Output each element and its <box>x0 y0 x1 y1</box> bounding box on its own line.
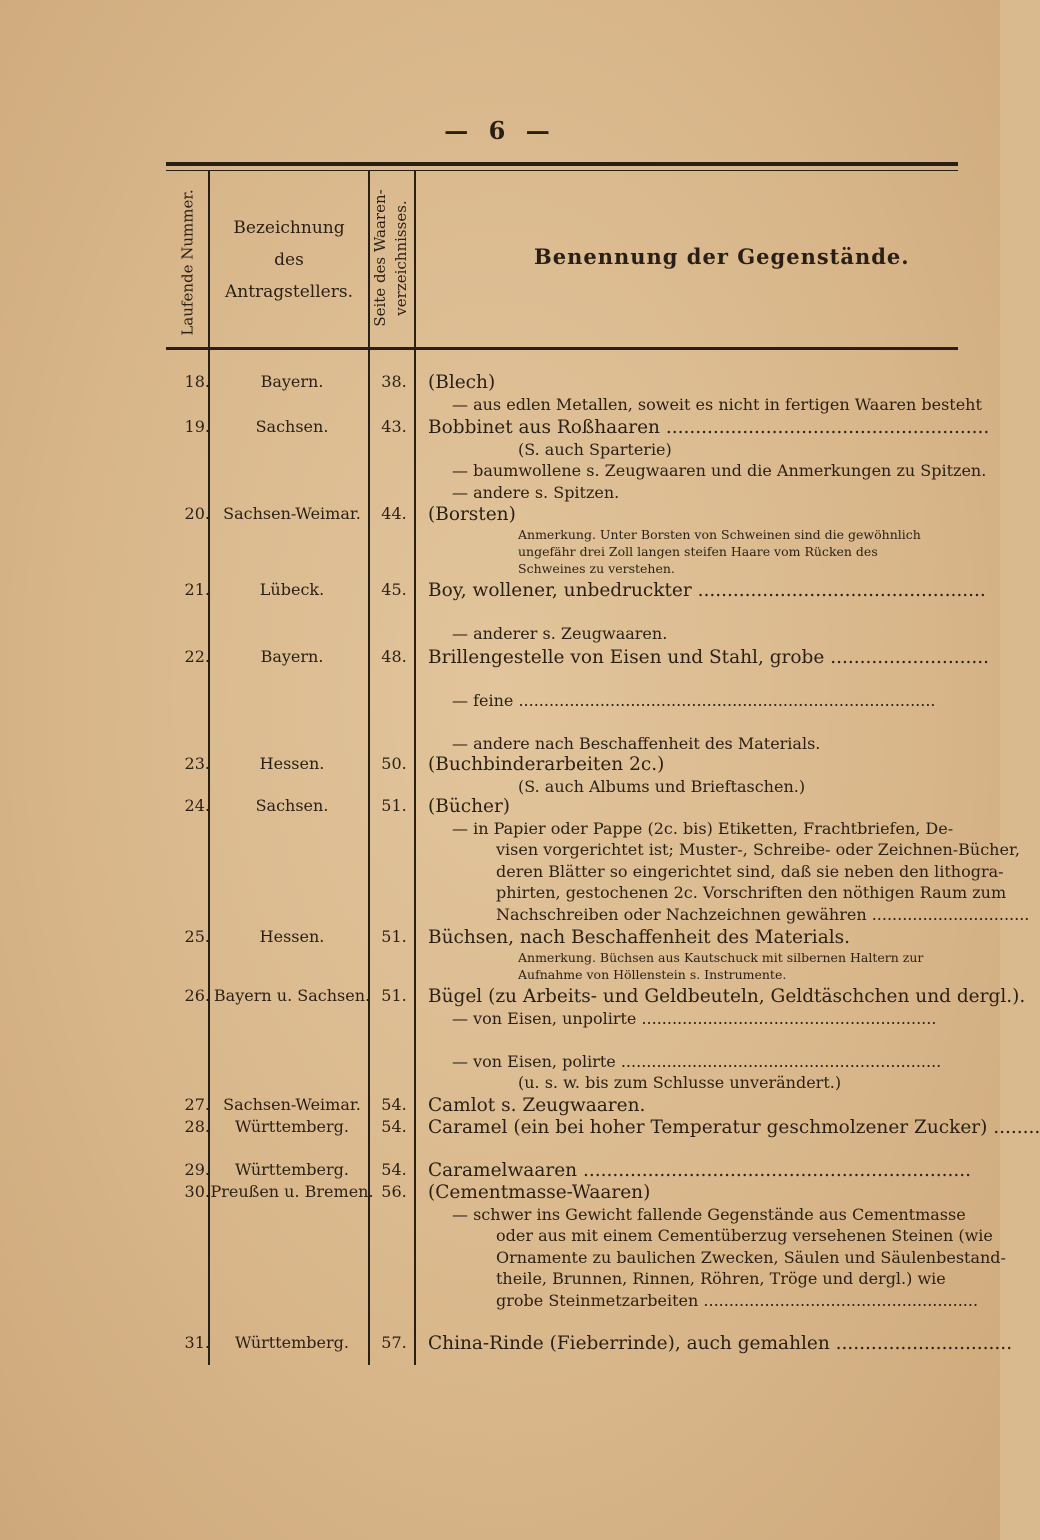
header-designation: Benennung der Gegenstände. <box>534 244 910 269</box>
row-applicant: Sachsen. <box>255 417 329 436</box>
designation-line: Schweines zu verstehen. <box>518 560 675 576</box>
designation-line: (Bücher) <box>428 796 511 817</box>
designation-line: theile, Brunnen, Rinnen, Röhren, Tröge und dergl.) wie <box>496 1269 946 1288</box>
row-applicant: Sachsen. <box>255 796 329 815</box>
row-page-ref: 54. <box>381 1160 407 1179</box>
row-page-ref: 51. <box>381 796 407 815</box>
row-page-ref: 45. <box>381 580 407 599</box>
top-rule-thick <box>166 162 958 166</box>
row-applicant: Württemberg. <box>235 1160 349 1179</box>
row-applicant: Preußen u. Bremen. <box>210 1182 374 1201</box>
designation-line <box>428 602 958 624</box>
row-applicant: Bayern. <box>260 372 324 391</box>
row-applicant: Lübeck. <box>259 580 325 599</box>
row-page-ref: 57. <box>381 1333 407 1352</box>
row-page-ref: 54. <box>381 1095 407 1114</box>
designation-line: (S. auch Sparterie) <box>518 439 672 459</box>
row-number: 29. <box>184 1160 210 1179</box>
designation-line: Boy, wollener, unbedruckter ................................................. <box>428 580 986 601</box>
designation-line: China-Rinde (Fieberrinde), auch gemahlen .............................. <box>428 1333 1013 1354</box>
designation-line: — baumwollene s. Zeugwaaren und die Anmerkungen zu Spitzen. <box>452 461 987 480</box>
row-page-ref: 51. <box>381 927 407 946</box>
header-page-ref <box>370 178 414 338</box>
row-page-ref: 43. <box>381 417 407 436</box>
row-page-ref: 50. <box>381 754 407 773</box>
designation-line: — schwer ins Gewicht fallende Gegenstände aus Cementmasse <box>452 1204 966 1224</box>
row-designation <box>428 796 1030 925</box>
designation-line: Anmerkung. Unter Borsten von Schweinen sind die gewöhnlich <box>518 526 921 542</box>
designation-line: (u. s. w. bis zum Schlusse unverändert.) <box>518 1073 842 1092</box>
designation-line: — aus edlen Metallen, soweit es nicht in fertigen Waaren besteht <box>452 394 982 414</box>
designation-line: Bobbinet aus Roßhaaren ....................................................... <box>428 417 990 438</box>
page-number: — 6 — <box>444 116 556 145</box>
row-number: 25. <box>184 927 210 946</box>
row-designation <box>428 1160 972 1182</box>
designation-line: (Borsten) <box>428 504 516 525</box>
row-number: 21. <box>184 580 210 599</box>
row-applicant: Württemberg. <box>235 1117 349 1136</box>
designation-line: ungefähr drei Zoll langen steifen Haare vom Rücken des <box>518 543 878 559</box>
row-number: 31. <box>184 1333 210 1352</box>
row-number: 26. <box>184 986 210 1005</box>
row-designation <box>428 647 989 755</box>
designation-line: — von Eisen, unpolirte .......................................................... <box>452 1008 937 1028</box>
designation-line: — in Papier oder Pappe (2c. bis) Etiketten, Frachtbriefen, De- <box>452 818 954 838</box>
row-page-ref: 56. <box>381 1182 407 1201</box>
designation-line <box>428 712 958 734</box>
row-page-ref: 51. <box>381 986 407 1005</box>
row-designation <box>428 1182 1006 1311</box>
designation-line: — feine .................................................................................. <box>452 691 936 710</box>
designation-line: Anmerkung. Büchsen aus Kautschuck mit silbernen Haltern zur <box>518 949 924 965</box>
row-designation <box>428 1333 1013 1355</box>
designation-line <box>428 669 958 691</box>
row-page-ref: 44. <box>381 504 407 523</box>
designation-line: deren Blätter so eingerichtet sind, daß sie neben den lithogra- <box>496 861 1004 881</box>
row-designation <box>428 1095 958 1117</box>
designation-line: (Cementmasse-Waaren) <box>428 1182 651 1203</box>
designation-line <box>428 1029 958 1051</box>
designation-line: Caramel (ein bei hoher Temperatur geschmolzener Zucker) ........ <box>428 1117 1040 1138</box>
row-applicant: Bayern. <box>260 647 324 666</box>
designation-line: — andere nach Beschaffenheit des Materials. <box>452 734 821 753</box>
designation-line: Ornamente zu baulichen Zwecken, Säulen und Säulenbestand- <box>496 1247 1006 1267</box>
row-number: 20. <box>184 504 210 523</box>
row-applicant: Sachsen-Weimar. <box>223 1095 361 1114</box>
designation-line: Brillengestelle von Eisen und Stahl, grobe ........................... <box>428 647 989 668</box>
designation-line: Camlot s. Zeugwaaren. <box>428 1095 646 1116</box>
designation-line: Aufnahme von Höllenstein s. Instrumente. <box>518 966 787 982</box>
row-designation <box>428 927 958 983</box>
header-number: Laufende Nummer. <box>178 189 197 336</box>
designation-line: — von Eisen, polirte ............................................................... <box>452 1051 942 1071</box>
header-page-ref-line: verzeichnisses. <box>392 200 410 316</box>
designation-line: Nachschreiben oder Nachzeichnen gewähren ............................... <box>496 904 1030 924</box>
designation-line: oder aus mit einem Cementüberzug versehenen Steinen (wie <box>496 1226 993 1245</box>
header-applicant-line: Bezeichnung <box>233 218 345 238</box>
designation-line: (Buchbinderarbeiten 2c.) <box>428 754 665 775</box>
row-number: 23. <box>184 754 210 773</box>
designation-line: Bügel (zu Arbeits- und Geldbeuteln, Geldtäschchen und dergl.). <box>428 986 1026 1007</box>
row-designation <box>428 372 982 415</box>
row-applicant: Hessen. <box>259 754 325 773</box>
row-applicant: Sachsen-Weimar. <box>223 504 361 523</box>
row-applicant: Hessen. <box>259 927 325 946</box>
row-page-ref: 54. <box>381 1117 407 1136</box>
row-number: 30. <box>184 1182 210 1201</box>
row-designation <box>428 754 958 797</box>
designation-line: — andere s. Spitzen. <box>452 482 620 502</box>
header-applicant-line: Antragstellers. <box>224 282 353 302</box>
header-page-ref-line: Seite des Waaren- <box>371 189 389 327</box>
designation-line: grobe Steinmetzarbeiten ...................................................... <box>496 1290 979 1310</box>
row-designation <box>428 1117 1040 1139</box>
row-designation <box>428 580 986 645</box>
header-applicant-line: des <box>274 250 304 270</box>
designation-line: (S. auch Albums und Brieftaschen.) <box>518 776 806 796</box>
row-page-ref: 48. <box>381 647 407 666</box>
top-rule-thin <box>166 170 958 171</box>
designation-line: phirten, gestochenen 2c. Vorschriften den nöthigen Raum zum <box>496 883 1007 902</box>
header-rule <box>166 347 958 350</box>
row-number: 24. <box>184 796 210 815</box>
row-page-ref: 38. <box>381 372 407 391</box>
row-number: 27. <box>184 1095 210 1114</box>
header-applicant <box>210 212 368 308</box>
row-designation <box>428 417 990 503</box>
row-applicant: Württemberg. <box>235 1333 349 1352</box>
designation-line: — anderer s. Zeugwaaren. <box>452 624 668 643</box>
row-designation <box>428 504 958 577</box>
designation-line: (Blech) <box>428 372 496 393</box>
row-number: 28. <box>184 1117 210 1136</box>
designation-line: Caramelwaaren .................................................................. <box>428 1160 972 1181</box>
row-number: 18. <box>184 372 210 391</box>
designation-line: Büchsen, nach Beschaffenheit des Materials. <box>428 927 851 948</box>
designation-line: visen vorgerichtet ist; Muster-, Schreibe- oder Zeichnen-Bücher, <box>496 840 1020 859</box>
row-designation <box>428 986 1026 1094</box>
row-number: 22. <box>184 647 210 666</box>
row-number: 19. <box>184 417 210 436</box>
row-applicant: Bayern u. Sachsen. <box>213 986 371 1005</box>
